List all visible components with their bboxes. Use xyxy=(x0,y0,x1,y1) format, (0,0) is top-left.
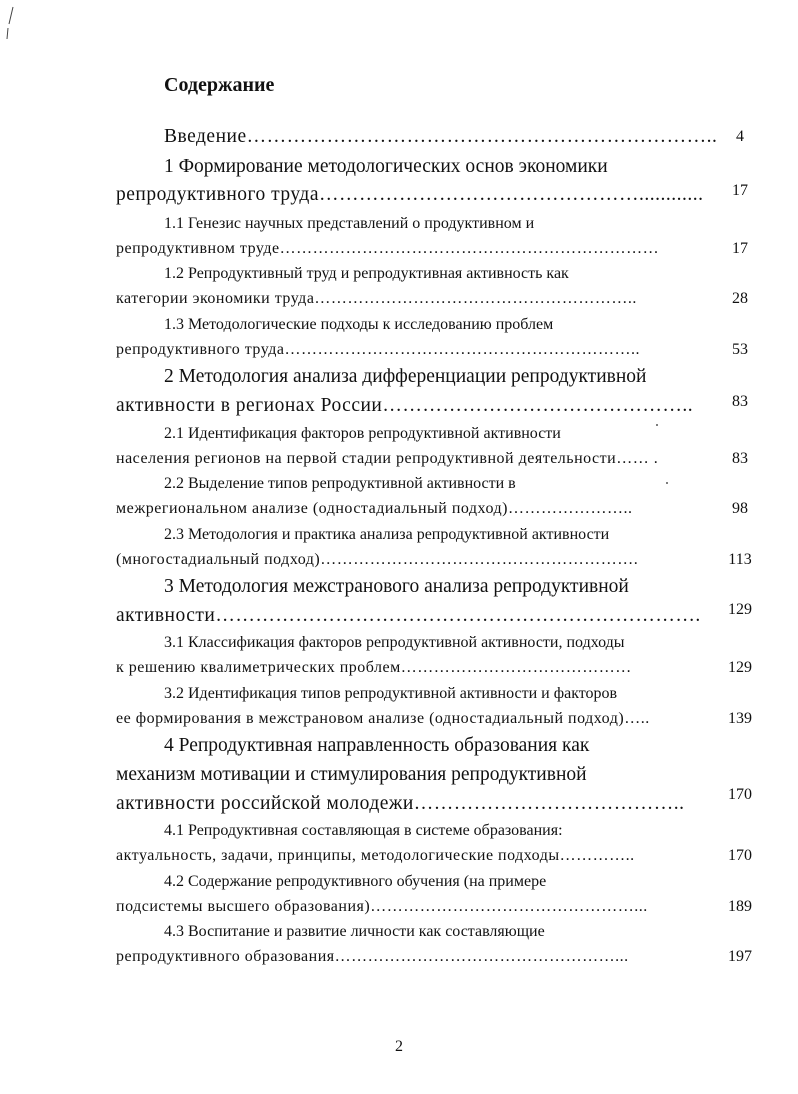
toc-entry-page: 98 xyxy=(732,500,748,517)
toc-entry-title-cont: активности российской молодежи………………………………….. xyxy=(116,793,685,814)
toc-entry-page: 4 xyxy=(736,128,744,145)
toc-entry-title: 3.1 Классификация факторов репродуктивной активности, подходы xyxy=(164,634,625,651)
toc-entry-title: Введение…………………………………………………………….. xyxy=(164,126,718,147)
toc-entry-title-cont: актуальность, задачи, принципы, методологические подходы………….. xyxy=(116,847,635,864)
toc-entry-title: 2 Методология анализа дифференциации репродуктивной xyxy=(164,366,647,387)
toc-entry-title: 1.3 Методологические подходы к исследованию проблем xyxy=(164,316,554,333)
toc-entry-page: 17 xyxy=(732,240,748,257)
toc-entry-page: 83 xyxy=(732,393,748,410)
scan-speck xyxy=(656,424,658,426)
toc-entry-page: 170 xyxy=(728,847,752,864)
toc-entry-title-cont: активности………………………………………………………………. xyxy=(116,605,701,626)
toc-entry-title-cont: категории экономики труда………………………………………………….. xyxy=(116,290,637,307)
toc-entry-page: 139 xyxy=(728,710,752,727)
toc-entry-title-cont: межрегиональном анализе (одностадиальный подход)………………….. xyxy=(116,500,633,517)
toc-entry-title: 1 Формирование методологических основ экономики xyxy=(164,156,608,177)
toc-entry-page: 189 xyxy=(728,898,752,915)
scan-speck xyxy=(666,482,668,484)
toc-entry-title-cont: (многостадиальный подход)…………………………………………………. xyxy=(116,551,639,568)
toc-entry-title-cont: механизм мотивации и стимулирования репродуктивной xyxy=(116,764,587,785)
toc-entry-page: 53 xyxy=(732,341,748,358)
toc-entry-title: 2.2 Выделение типов репродуктивной активности в xyxy=(164,475,516,492)
toc-entry-title: 2.3 Методология и практика анализа репродуктивной активности xyxy=(164,526,610,543)
toc-entry-title: 4.1 Репродуктивная составляющая в системе образования: xyxy=(164,822,563,839)
toc-entry-title: 4 Репродуктивная направленность образования как xyxy=(164,735,590,756)
toc-entry-title-cont: к решению квалиметрических проблем…………………………………… xyxy=(116,659,632,676)
toc-entry-title: 3.2 Идентификация типов репродуктивной активности и факторов xyxy=(164,685,618,702)
toc-entry-title: 1.1 Генезис научных представлений о продуктивном и xyxy=(164,215,535,232)
toc-entry-title-cont: подсистемы высшего образования)…………………………………………... xyxy=(116,898,648,915)
toc-entry-page: 129 xyxy=(728,601,752,618)
toc-entry-title-cont: активности в регионах России……………………………………….. xyxy=(116,395,694,416)
toc-entry-title-cont: репродуктивного труда……………………………………………………….. xyxy=(116,341,640,358)
toc-entry-title: 4.2 Содержание репродуктивного обучения (на примере xyxy=(164,873,547,890)
toc-entry-title-cont: репродуктивном труде…………………………………………………………… xyxy=(116,240,660,257)
toc-entry-title: 4.3 Воспитание и развитие личности как составляющие xyxy=(164,923,545,940)
toc-entry-page: 197 xyxy=(728,948,752,965)
toc-entry-title-cont: населения регионов на первой стадии репродуктивной деятельности…… . xyxy=(116,450,659,467)
toc-entry-title: 1.2 Репродуктивный труд и репродуктивная активность как xyxy=(164,265,569,282)
toc-entry-page: 170 xyxy=(728,786,752,803)
toc-entry-title-cont: репродуктивного образования……………………………………………... xyxy=(116,948,629,965)
toc-entry-title: 3 Методология межстранового анализа репродуктивной xyxy=(164,576,629,597)
toc-entry-page: 17 xyxy=(732,182,748,199)
toc-entry-title: 2.1 Идентификация факторов репродуктивной активности xyxy=(164,425,561,442)
page-number: 2 xyxy=(395,1038,403,1055)
page-title: Содержание xyxy=(164,74,275,96)
toc-entry-page: 129 xyxy=(728,659,752,676)
toc-entry-page: 113 xyxy=(728,551,752,568)
toc-entry-title-cont: репродуктивного труда…………………………………………............ xyxy=(116,184,704,205)
toc-entry-title-cont: ее формирования в межстрановом анализе (одностадиальный подход)….. xyxy=(116,710,650,727)
toc-entry-page: 28 xyxy=(732,290,748,307)
toc-entry-page: 83 xyxy=(732,450,748,467)
